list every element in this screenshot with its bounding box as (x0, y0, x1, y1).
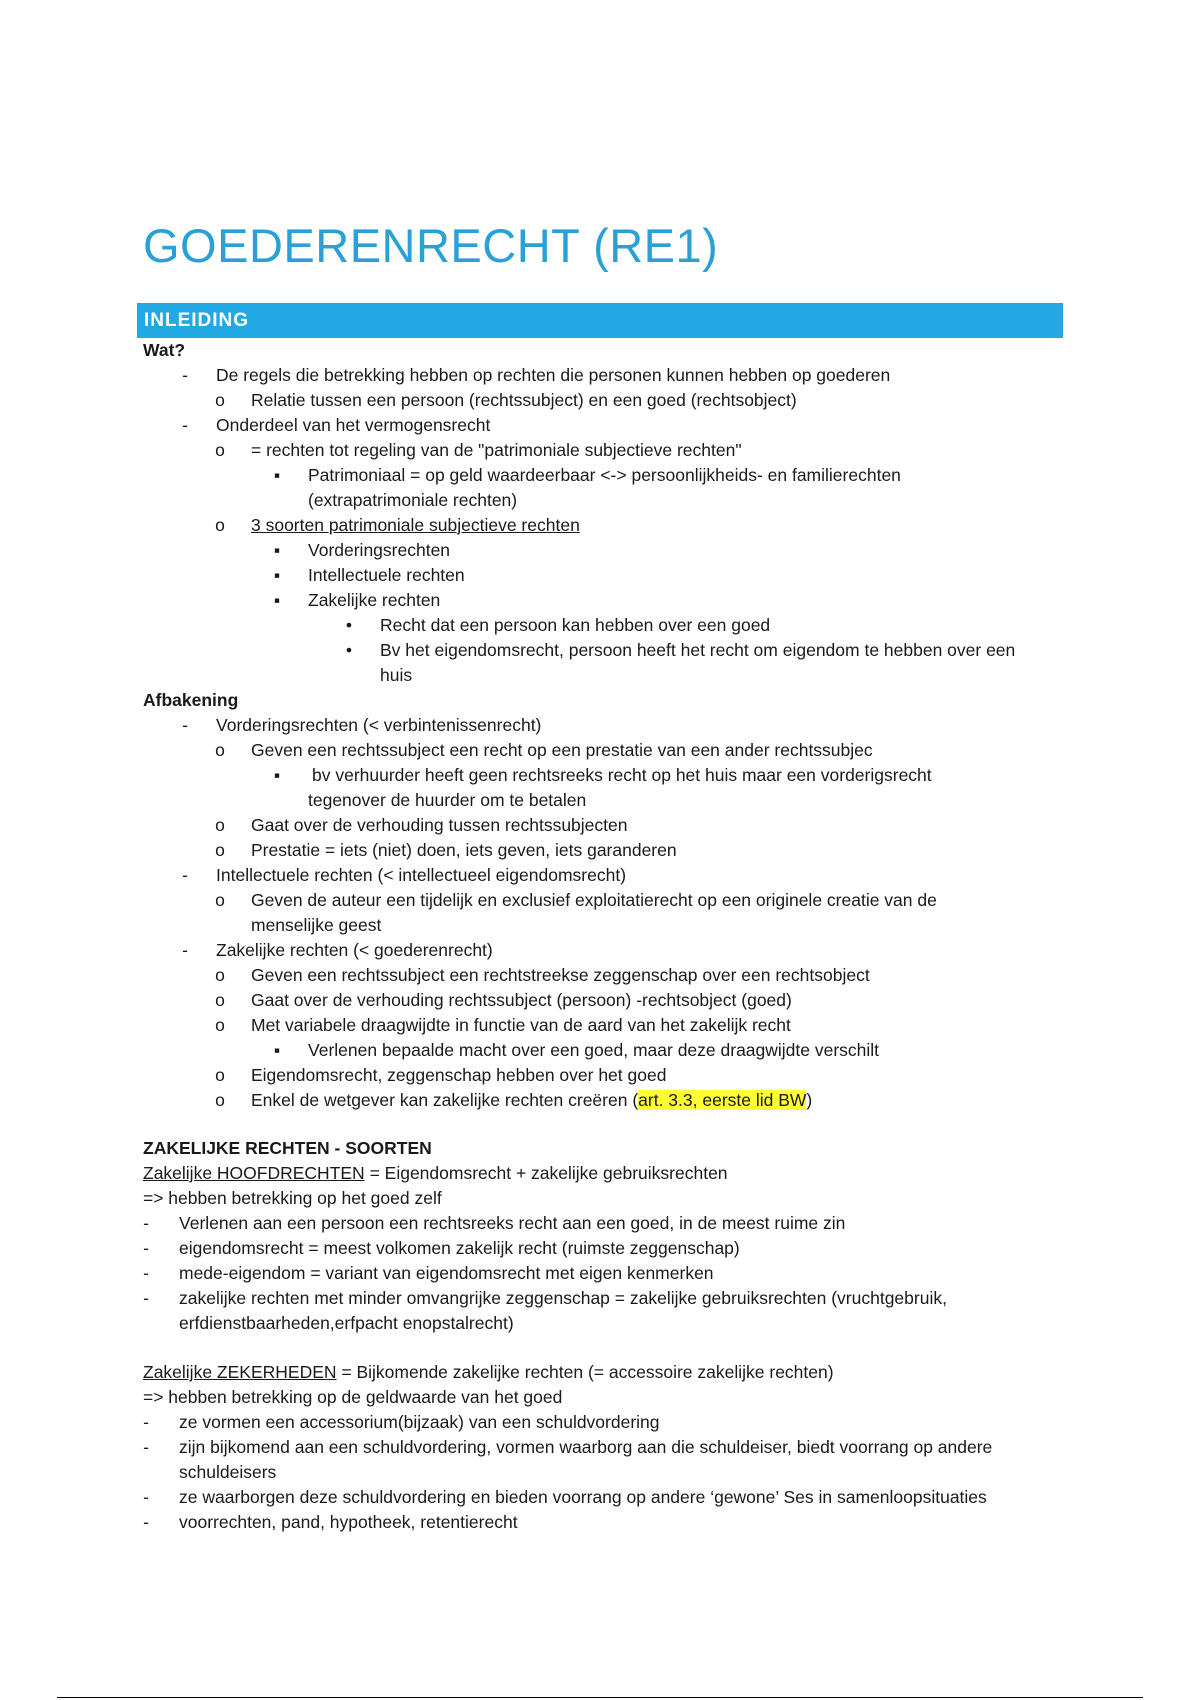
definition-line (143, 1360, 834, 1385)
dash-marker: - (143, 1512, 149, 1532)
list-item (0, 1435, 1200, 1460)
document-title: GOEDERENRECHT (RE1) (143, 219, 719, 272)
list-item (0, 1286, 1200, 1311)
circle-marker: o (215, 815, 225, 835)
list-item (0, 363, 1200, 388)
spacer (0, 1336, 1200, 1360)
paragraph-line (0, 1161, 1200, 1186)
dot-marker: • (345, 615, 353, 635)
paragraph-line (0, 1186, 1200, 1211)
dash-marker: - (143, 1412, 149, 1432)
section-heading-inleiding: INLEIDING (137, 303, 1063, 338)
list-item (0, 1088, 1200, 1113)
list-item-text: Bv het eigendomsrecht, persoon heeft het recht om eigendom te hebben over een (380, 640, 1016, 660)
circle-marker: o (215, 1015, 225, 1035)
paragraph-line (0, 1360, 1200, 1385)
list-item-text: Vorderingsrechten (< verbintenissenrecht) (216, 715, 542, 735)
circle-marker: o (215, 740, 225, 760)
list-item-text: mede-eigendom = variant van eigendomsrecht met eigen kenmerken (179, 1263, 714, 1283)
circle-marker: o (215, 440, 225, 460)
highlighted-article-reference: art. 3.3, eerste lid BW (638, 1090, 807, 1110)
circle-marker: o (215, 1090, 225, 1110)
list-item (0, 1485, 1200, 1510)
list-item-text: (extrapatrimoniale rechten) (308, 490, 518, 510)
paragraph-text: => hebben betrekking op de geldwaarde van het goed (143, 1387, 563, 1407)
list-item (0, 463, 1200, 488)
dash-marker: - (143, 1238, 149, 1258)
list-item (0, 438, 1200, 463)
list-item-text: Prestatie = iets (niet) doen, iets geven, iets garanderen (251, 840, 677, 860)
list-item-text: erfdienstbaarheden,erfpacht enopstalrecht) (179, 1313, 514, 1333)
term-hoofdrechten: Zakelijke HOOFDRECHTEN (143, 1163, 365, 1183)
list-item-text: De regels die betrekking hebben op rechten die personen kunnen hebben op goederen (216, 365, 891, 385)
list-item-continuation (0, 913, 1200, 938)
list-item (0, 988, 1200, 1013)
list-item-text: Geven een rechtssubject een rechtstreekse zeggenschap over een rechtsobject (251, 965, 870, 985)
list-item-text: tegenover de huurder om te betalen (308, 790, 587, 810)
list-item-text (251, 1088, 812, 1113)
list-item (0, 1410, 1200, 1435)
heading-row (0, 1136, 1200, 1161)
spacer (0, 1113, 1200, 1136)
list-item (0, 713, 1200, 738)
list-item (0, 1063, 1200, 1088)
circle-marker: o (215, 1065, 225, 1085)
list-item (0, 763, 1200, 788)
list-item (0, 863, 1200, 888)
subheading-wat: Wat? (143, 340, 186, 360)
list-item (0, 1013, 1200, 1038)
list-item-text: Eigendomsrecht, zeggenschap hebben over het goed (251, 1065, 667, 1085)
definition-line (143, 1161, 728, 1186)
circle-marker: o (215, 890, 225, 910)
list-item (0, 1510, 1200, 1535)
list-item (0, 963, 1200, 988)
list-item-text: ze waarborgen deze schuldvordering en bieden voorrang op andere ‘gewone’ Ses in samenloopsituaties (179, 1487, 987, 1507)
list-item-continuation (0, 788, 1200, 813)
dash-marker: - (143, 1437, 149, 1457)
dash-marker: - (143, 1263, 149, 1283)
footer-divider (57, 1697, 1143, 1698)
circle-marker: o (215, 990, 225, 1010)
dash-marker: - (143, 1288, 149, 1308)
list-item-text: schuldeisers (179, 1462, 277, 1482)
circle-marker: o (215, 515, 225, 535)
paragraph-text: => hebben betrekking op het goed zelf (143, 1188, 442, 1208)
list-item-text: voorrechten, pand, hypotheek, retentierecht (179, 1512, 518, 1532)
list-item (0, 588, 1200, 613)
list-item-text: Verlenen aan een persoon een rechtsreeks recht aan een goed, in de meest ruime zin (179, 1213, 846, 1233)
square-marker: ▪ (273, 540, 281, 560)
definition-text: = Bijkomende zakelijke rechten (= accessoire zakelijke rechten) (336, 1362, 834, 1382)
dash-marker: - (143, 1213, 149, 1233)
list-item-continuation (0, 1311, 1200, 1336)
list-item-text: Geven een rechtssubject een recht op een prestatie van een ander rechtssubjec (251, 740, 873, 760)
list-item-text: menselijke geest (251, 915, 382, 935)
list-item (0, 563, 1200, 588)
dash-marker: - (182, 865, 188, 885)
list-item (0, 1038, 1200, 1063)
list-item (0, 888, 1200, 913)
list-item (0, 1211, 1200, 1236)
list-item-text: 3 soorten patrimoniale subjectieve rechten (251, 515, 580, 535)
square-marker: ▪ (273, 1040, 281, 1060)
list-item (0, 1236, 1200, 1261)
square-marker: ▪ (273, 590, 281, 610)
list-item-text: Recht dat een persoon kan hebben over een goed (380, 615, 771, 635)
list-item-continuation (0, 1460, 1200, 1485)
list-item (0, 638, 1200, 663)
definition-text: = Eigendomsrecht + zakelijke gebruiksrechten (364, 1163, 728, 1183)
list-item (0, 813, 1200, 838)
circle-marker: o (215, 390, 225, 410)
heading-row (0, 688, 1200, 713)
list-item-text: Gaat over de verhouding rechtssubject (persoon) -rechtsobject (goed) (251, 990, 792, 1010)
dash-marker: - (182, 715, 188, 735)
square-marker: ▪ (273, 565, 281, 585)
list-item-text: Intellectuele rechten (< intellectueel eigendomsrecht) (216, 865, 627, 885)
list-item (0, 513, 1200, 538)
list-item-text: Onderdeel van het vermogensrecht (216, 415, 491, 435)
list-item (0, 413, 1200, 438)
square-marker: ▪ (273, 465, 281, 485)
list-item-text: zijn bijkomend aan een schuldvordering, vormen waarborg aan die schuldeiser, biedt voorrang op andere (179, 1437, 993, 1457)
list-item-text: Met variabele draagwijdte in functie van de aard van het zakelijk recht (251, 1015, 791, 1035)
list-item-text: eigendomsrecht = meest volkomen zakelijk recht (ruimste zeggenschap) (179, 1238, 740, 1258)
list-item-text: bv verhuurder heeft geen rechtsreeks recht op het huis maar een vorderigsrecht (312, 765, 932, 785)
list-item (0, 538, 1200, 563)
square-marker: ▪ (273, 765, 281, 785)
list-item-text-start: Enkel de wetgever kan zakelijke rechten creëren ( (251, 1090, 639, 1110)
dot-marker: • (345, 640, 353, 660)
list-item (0, 613, 1200, 638)
list-item-text: Verlenen bepaalde macht over een goed, maar deze draagwijdte verschilt (308, 1040, 880, 1060)
list-item (0, 838, 1200, 863)
circle-marker: o (215, 840, 225, 860)
list-item-text: Geven de auteur een tijdelijk en exclusief exploitatierecht op een originele creatie van de (251, 890, 937, 910)
list-item-text: Intellectuele rechten (308, 565, 465, 585)
list-item (0, 938, 1200, 963)
list-item-text: = rechten tot regeling van de "patrimoniale subjectieve rechten" (251, 440, 742, 460)
dash-marker: - (182, 365, 188, 385)
term-zekerheden: Zakelijke ZEKERHEDEN (143, 1362, 337, 1382)
list-item-text-end: ) (806, 1090, 813, 1110)
list-item-text: Patrimoniaal = op geld waardeerbaar <-> persoonlijkheids- en familierechten (308, 465, 901, 485)
list-item-text: ze vormen een accessorium(bijzaak) van een schuldvordering (179, 1412, 660, 1432)
list-item-text: Zakelijke rechten (< goederenrecht) (216, 940, 493, 960)
subheading-soorten: ZAKELIJKE RECHTEN - SOORTEN (143, 1138, 432, 1158)
heading-row (0, 338, 1200, 363)
list-item (0, 738, 1200, 763)
list-item-continuation (0, 663, 1200, 688)
dash-marker: - (143, 1487, 149, 1507)
list-item-text: Zakelijke rechten (308, 590, 441, 610)
subheading-afbakening: Afbakening (143, 690, 239, 710)
dash-marker: - (182, 415, 188, 435)
list-item-text: Gaat over de verhouding tussen rechtssubjecten (251, 815, 628, 835)
list-item-continuation (0, 488, 1200, 513)
list-item-text: zakelijke rechten met minder omvangrijke zeggenschap = zakelijke gebruiksrechten (vruchtgebruik, (179, 1288, 947, 1308)
paragraph-line (0, 1385, 1200, 1410)
circle-marker: o (215, 965, 225, 985)
list-item-text: Relatie tussen een persoon (rechtssubject) en een goed (rechtsobject) (251, 390, 797, 410)
list-item-text: huis (380, 665, 413, 685)
list-item (0, 388, 1200, 413)
document-body (0, 338, 1200, 1535)
dash-marker: - (182, 940, 188, 960)
list-item-text: Vorderingsrechten (308, 540, 451, 560)
list-item (0, 1261, 1200, 1286)
